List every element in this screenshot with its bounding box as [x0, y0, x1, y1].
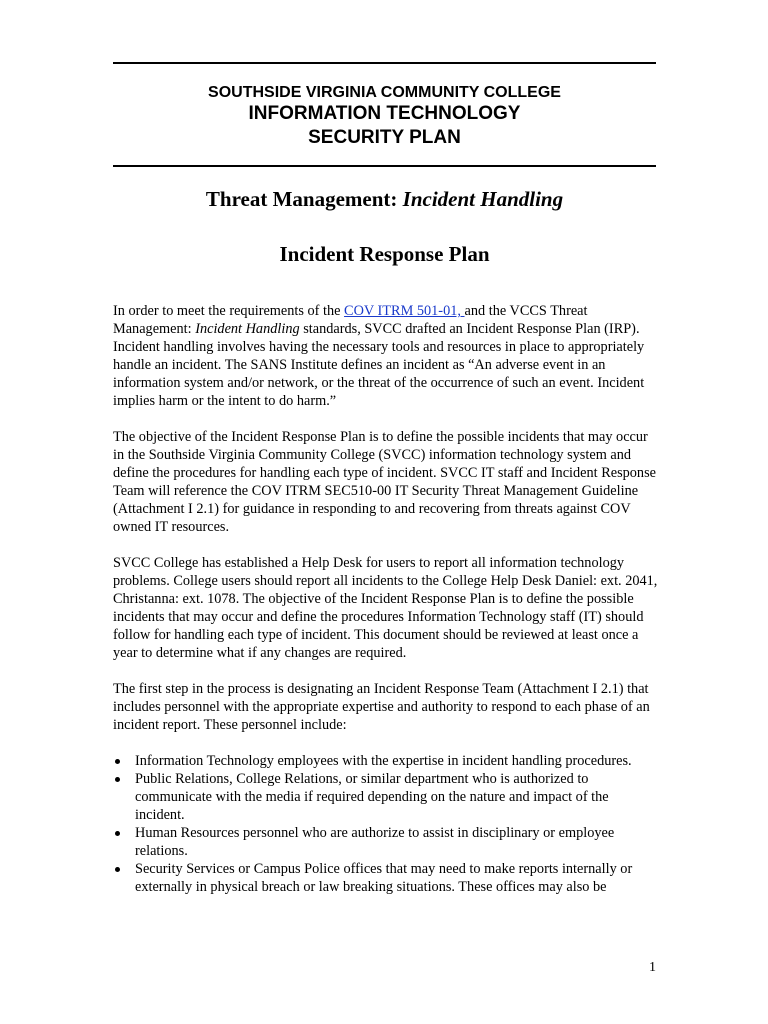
cov-itrm-link[interactable]: COV ITRM 501-01, — [344, 303, 465, 319]
header-line-security-plan: SECURITY PLAN — [308, 127, 461, 148]
header-top-rule — [113, 62, 656, 64]
p1-lead: In order to meet the requirements of the — [113, 303, 345, 319]
subtitle: Incident Response Plan — [279, 242, 490, 266]
bullet-icon — [115, 867, 120, 872]
paragraph-response-team: The first step in the process is designating an Incident Response Team (Attachment I 2.1) that includes personnel with the appropriate expertise and authority to respond to each phase of an incident report. These personnel include: — [113, 681, 650, 733]
section-title — [113, 187, 656, 212]
bullet-icon — [115, 777, 120, 782]
document-body — [113, 302, 658, 896]
section-title-italic: Incident Handling — [402, 187, 564, 211]
paragraph-objective: The objective of the Incident Response Plan is to define the possible incidents that may occur in the Southside Virginia Community College (SVCC) information technology system and define the procedures for handling each type of incident. SVCC IT staff and Incident Response Team will reference the COV ITRM SEC510-00 IT Security Threat Management Guideline (Attachment I 2.1) for guidance in responding to and recovering from threats against COV owned IT resources. — [113, 429, 656, 535]
section-title-prefix: Threat Management: — [205, 187, 403, 211]
list-item-text: Information Technology employees with the expertise in incident handling procedures. — [135, 753, 632, 769]
list-item-text: Human Resources personnel who are authorize to assist in disciplinary or employee relations. — [135, 825, 615, 859]
list-item — [113, 860, 658, 896]
list-item — [113, 752, 658, 770]
header-line-information-technology: INFORMATION TECHNOLOGY — [248, 103, 521, 124]
p1-after-link: and the VCCS Threat Management: — [113, 303, 588, 337]
p1-italic: Incident Handling — [195, 321, 300, 337]
personnel-list — [113, 752, 658, 896]
list-item — [113, 824, 658, 860]
header-bottom-rule — [113, 165, 656, 167]
page-number: 1 — [649, 960, 656, 975]
list-item — [113, 770, 658, 824]
p1-rest: standards, SVCC drafted an Incident Response Plan (IRP). Incident handling involves having the necessary tools and resources in place to appropriately handle an incident. The SANS Institute defines an incident as “An adverse event in an information system and/or network, or the threat of the occurrence of such an event. Incident implies harm or the intent to do harm.” — [113, 321, 645, 409]
paragraph-help-desk: SVCC College has established a Help Desk for users to report all information technology problems. College users should report all incidents to the College Help Desk Daniel: ext. 2041, Christanna: ext. 1078. The objective of the Incident Response Plan is to define the possible incidents that may occur and define the procedures Information Technology staff (IT) should follow for handling each type of incident. This document should be reviewed at least once a year to determine what if any changes are required. — [113, 555, 658, 661]
paragraph-intro — [113, 302, 658, 410]
college-name: SOUTHSIDE VIRGINIA COMMUNITY COLLEGE — [208, 84, 561, 101]
bullet-icon — [115, 759, 120, 764]
list-item-text: Security Services or Campus Police offices that may need to make reports internally or externally in physical breach or law breaking situations. These offices may also be — [135, 861, 633, 895]
bullet-icon — [115, 831, 120, 836]
list-item-text: Public Relations, College Relations, or similar department who is authorized to communicate with the media if required depending on the nature and impact of the incident. — [135, 771, 609, 823]
